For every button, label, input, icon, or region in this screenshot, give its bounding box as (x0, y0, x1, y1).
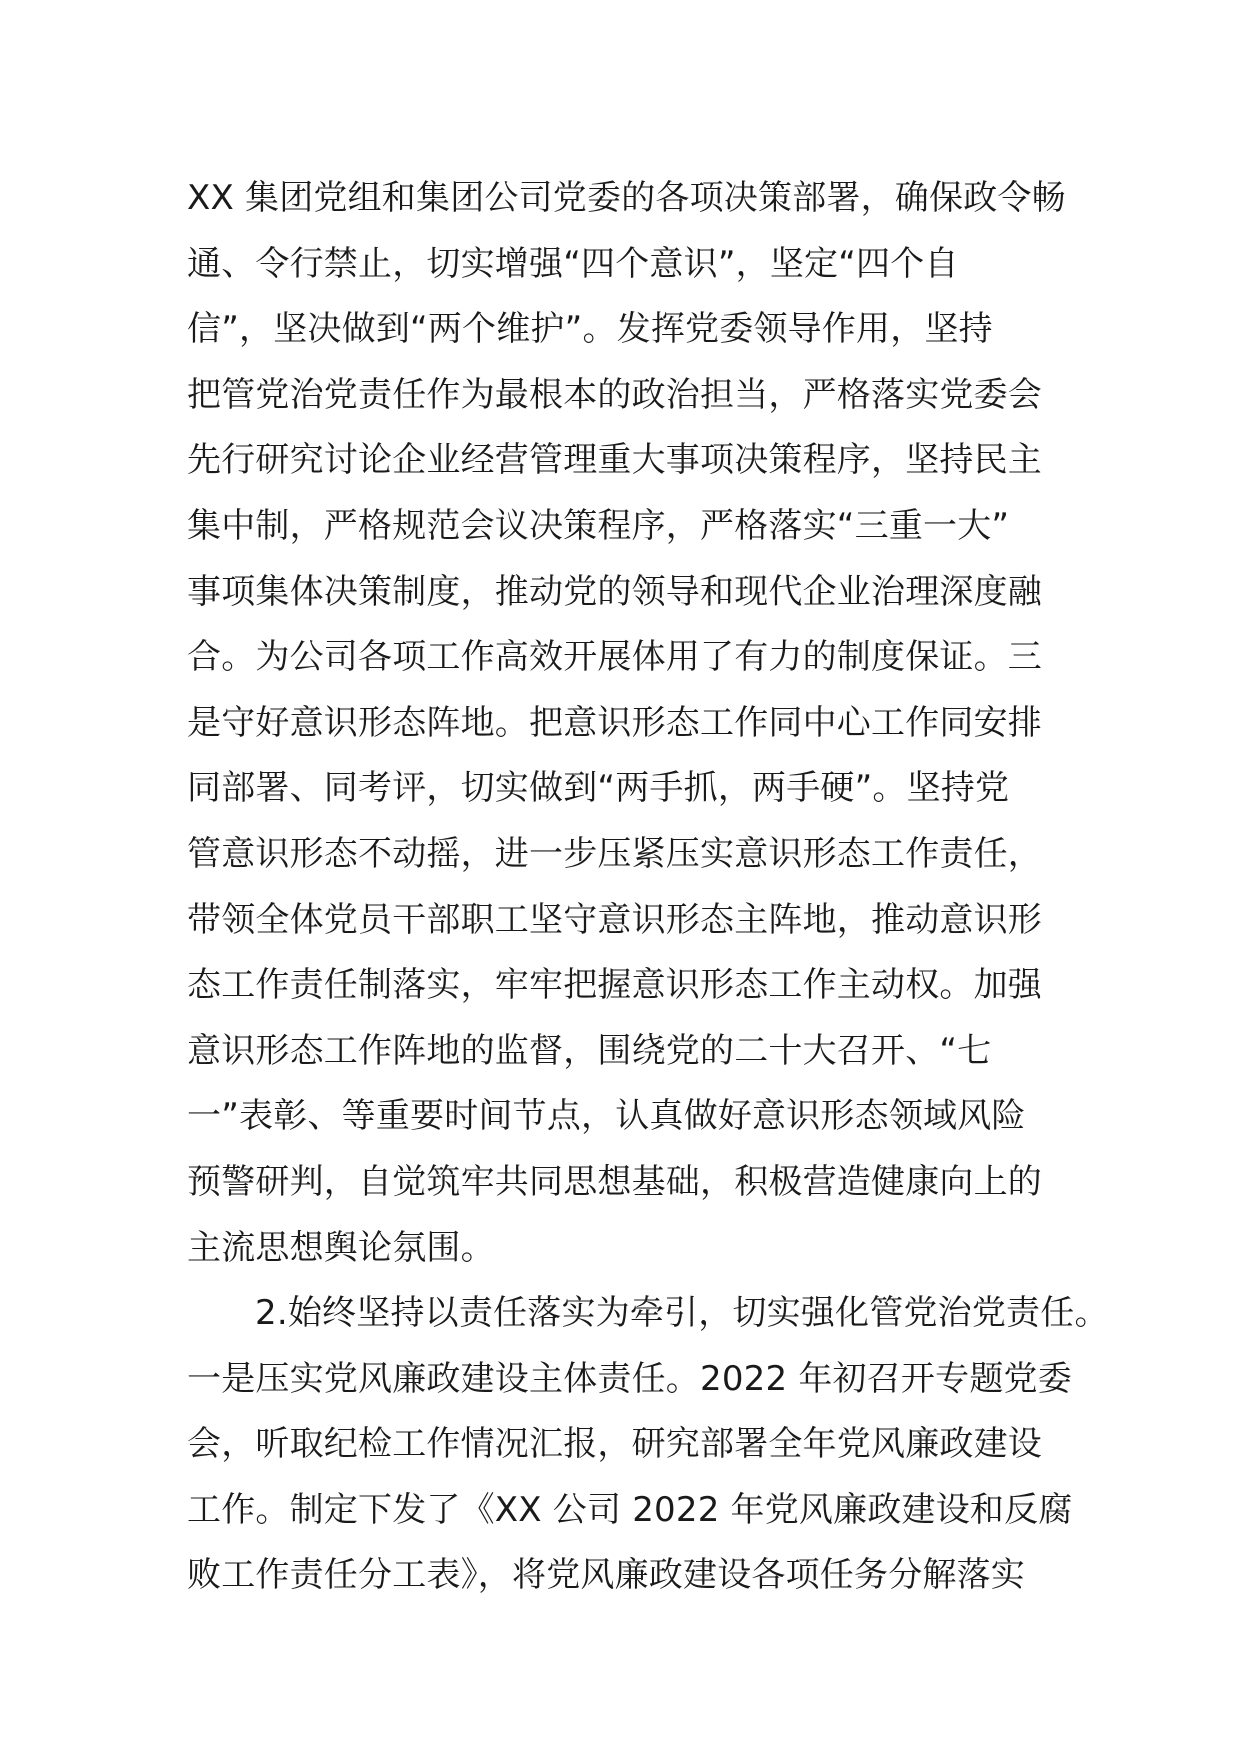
text-line-indented: 2.始终坚持以责任落实为牵引，切实强化管党治党责任。 (255, 1293, 1109, 1334)
text-line: 信”，坚决做到“两个维护”。发挥党委领导作用，坚持 (187, 309, 993, 350)
text-line: 通、令行禁止，切实增强“四个意识”，坚定“四个自 (187, 243, 959, 284)
text-line: 一”表彰、等重要时间节点，认真做好意识形态领域风险 (187, 1096, 1026, 1137)
text-line: 一是压实党风廉政建设主体责任。2022 年初召开专题党委 (187, 1358, 1072, 1399)
text-line: 把管党治党责任作为最根本的政治担当，严格落实党委会 (187, 374, 1042, 415)
text-line: 意识形态工作阵地的监督，围绕党的二十大召开、“七 (187, 1030, 992, 1071)
text-line: 事项集体决策制度，推动党的领导和现代企业治理深度融 (187, 571, 1042, 612)
text-line: 同部署、同考评，切实做到“两手抓，两手硬”。坚持党 (187, 768, 1010, 809)
text-line: 管意识形态不动摇，进一步压紧压实意识形态工作责任， (187, 833, 1042, 874)
text-line: 集中制，严格规范会议决策程序，严格落实“三重一大” (187, 505, 1010, 546)
text-line: 预警研判，自觉筑牢共同思想基础，积极营造健康向上的 (187, 1161, 1042, 1202)
text-line: 先行研究讨论企业经营管理重大事项决策程序，坚持民主 (187, 440, 1042, 481)
text-line: 带领全体党员干部职工坚守意识形态主阵地，推动意识形 (187, 899, 1042, 940)
text-line: 败工作责任分工表》，将党风廉政建设各项任务分解落实 (187, 1555, 1025, 1596)
text-line: 会，听取纪检工作情况汇报，研究部署全年党风廉政建设 (187, 1424, 1042, 1465)
text-line: 是守好意识形态阵地。把意识形态工作同中心工作同安排 (187, 702, 1042, 743)
text-line: 态工作责任制落实，牢牢把握意识形态工作主动权。加强 (187, 965, 1042, 1006)
text-line: 工作。制定下发了《XX 公司 2022 年党风廉政建设和反腐 (187, 1489, 1073, 1530)
text-line: XX 集团党组和集团公司党委的各项决策部署，确保政令畅 (187, 178, 1066, 218)
text-line: 主流思想舆论氛围。 (187, 1227, 495, 1268)
text-line: 合。为公司各项工作高效开展体用了有力的制度保证。三 (187, 637, 1042, 678)
body-text (187, 166, 1109, 1609)
